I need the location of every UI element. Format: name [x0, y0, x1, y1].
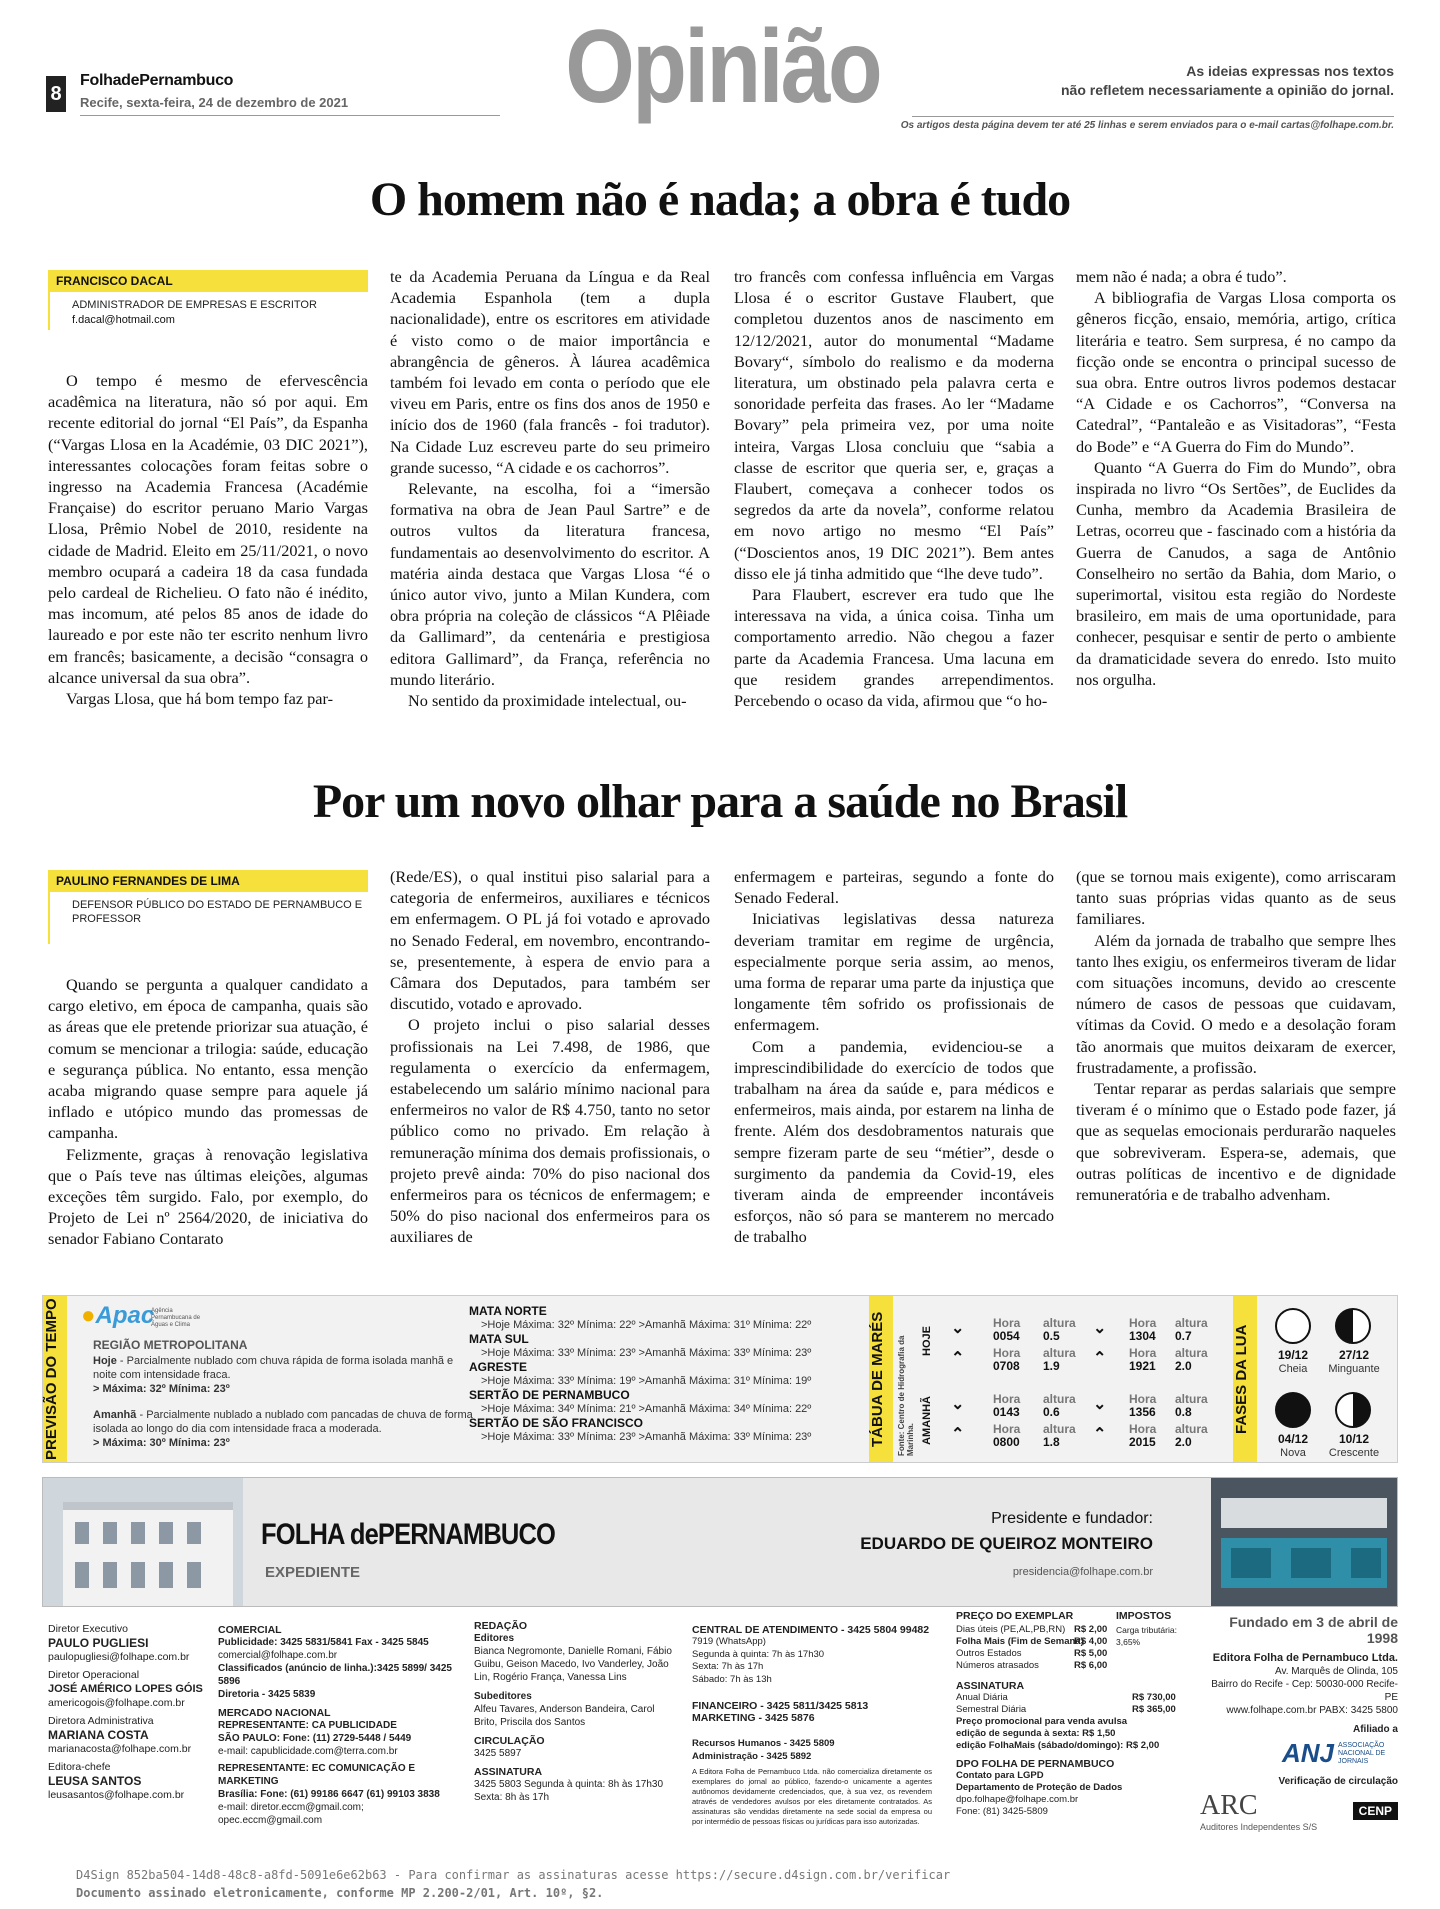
anj-logo-text: ANJ [1281, 1738, 1334, 1768]
comercial-line: Publicidade: 3425 5831/5841 Fax - 3425 5845 [218, 1637, 429, 1648]
tides-tomorrow-label: AMANHÃ [921, 1396, 933, 1445]
moon-date: 04/12 [1277, 1432, 1309, 1446]
staff-column [48, 1622, 208, 1802]
paragraph: Para Flaubert, escrever era tudo que lhe interessava na vida, a única coisa. Tinha um comportamento arredio. Não chegou a fazer parte da Academia Francesa. Uma lacuna em que residem grandes arrependimentos. Percebendo o ocaso da vida, afirmou que “o ho- [734, 585, 1054, 711]
paragraph: Quando se pergunta a qualquer candidato a cargo eletivo, em época de campanha, quais são as áreas que ele pretende priorizar sua atuação, é comum se mencionar a trilogia: saúde, educação e segurança pública. No entanto, essa menção acaba migrando quase sempre para aquele já inflado e utópico mundo das promessas de campanha. [48, 975, 368, 1143]
tides-label: TÁBUA DE MARÉS [869, 1296, 893, 1462]
tide-height: 1.8 [1043, 1435, 1060, 1449]
price-label: Números atrasados [956, 1660, 1039, 1671]
altura-label: altura [1043, 1346, 1076, 1360]
staff-name: MARIANA COSTA [48, 1728, 149, 1742]
moon-phase [1321, 1348, 1387, 1376]
anj-logo-sub: ASSOCIAÇÃO NACIONAL DE JORNAIS [1338, 1741, 1386, 1765]
central-heading: CENTRAL DE ATENDIMENTO - 3425 5804 99482 [692, 1624, 930, 1636]
today-temp: > Máxima: 32º Mínima: 23º [93, 1383, 230, 1395]
dpo-email[interactable]: dpo.folhape@folhape.com.br [956, 1794, 1079, 1805]
paragraph: (que se tornou mais exigente), como arriscaram tanto suas próprias vidas quanto as de seus familiares. [1076, 867, 1396, 929]
price-value: R$ 4,00 [1074, 1636, 1108, 1647]
paragraph: Felizmente, graças à renovação legislativa que o País teve nas últimas eleições, algumas exceções têm surgido. Falo, por exemplo, do Projeto de Lei nº 2564/2020, de iniciativa do senador Fabiano Contarato [48, 1144, 368, 1249]
president-email[interactable]: presidencia@folhape.com.br [1012, 1566, 1153, 1578]
article2-col4 [1076, 866, 1396, 1205]
founded-title: Fundado em 3 de abril de 1998 [1229, 1614, 1398, 1646]
folha-logo: FOLHA dePERNAMBUCO [261, 1518, 556, 1551]
new-moon-icon [1275, 1392, 1311, 1428]
hora-label: Hora [993, 1422, 1021, 1436]
precos-column [956, 1610, 1186, 1818]
hora-label: Hora [1129, 1392, 1157, 1406]
comercial-heading: MERCADO NACIONAL [218, 1707, 331, 1719]
article1-col3 [734, 266, 1054, 711]
signature-line-1: D4Sign 852ba504-14d8-48c8-a8fd-5091e6e62b63 - Para confirmar as assinaturas acesse https://secure.d4sign.com.br/verificar [76, 1868, 951, 1882]
paragraph: Tentar reparar as perdas salariais que sempre tiveram é o mínimo que o Estado pode fazer, já que as sequelas emocionais perdurarão naqueles que sobreviveram. Espera-se, ademais, que outras políticas de incentivo e de dignidade remuneratória e de trabalho advenham. [1076, 1079, 1396, 1205]
high-tide-icon: ⌃ [951, 1350, 965, 1367]
printing-press-illustration [1211, 1478, 1397, 1606]
region-name: SERTÃO DE SÃO FRANCISCO [469, 1416, 644, 1430]
comercial-heading: COMERCIAL [218, 1624, 282, 1636]
tomorrow-temp: > Máxima: 30º Mínima: 23º [93, 1437, 230, 1449]
redacao-names: Bianca Negromonte, Danielle Romani, Fábio Guibu, Geison Macedo, Ivo Vanderley, João Lin, Rogério França, Vanessa Lins [474, 1646, 672, 1683]
fundado-column [1200, 1614, 1398, 1834]
high-tide-icon: ⌃ [1093, 1426, 1107, 1443]
region-forecast: >Hoje Máxima: 33º Mínima: 19º >Amanhã Máxima: 31º Mínima: 19º [481, 1375, 812, 1387]
article1-col4 [1076, 266, 1396, 690]
tax-value: 3,65% [1116, 1637, 1141, 1647]
hora-label: Hora [993, 1392, 1021, 1406]
section-title: Opinião [565, 9, 881, 125]
author-box [48, 870, 368, 944]
building-illustration [43, 1478, 243, 1606]
page-number: 8 [46, 76, 66, 112]
staff-name: LEUSA SANTOS [48, 1774, 142, 1788]
tomorrow-label: Amanhã [93, 1409, 137, 1421]
staff-role: Diretora Administrativa [48, 1715, 154, 1727]
author-role: ADMINISTRADOR DE EMPRESAS E ESCRITOR [48, 292, 368, 312]
price-value: R$ 730,00 [1132, 1692, 1176, 1703]
paragraph: O projeto inclui o piso salarial desses profissionais na Lei 7.498, de 1986, que regulamenta o exercício da enfermagem, estabelecendo um salário mínimo nacional para enfermeiros no valor de R$ 4.750, tanto no setor público como no privado. Em relação à remuneração mínima dos demais profissionais, o projeto prevê ainda: 70% do piso nacional dos enfermeiros para os técnicos de enfermagem; e 50% do piso nacional dos enfermeiros para os auxiliares de [390, 1015, 710, 1247]
redacao-names: Alfeu Tavares, Anderson Bandeira, Carol Brito, Priscila dos Santos [474, 1704, 655, 1728]
staff-email[interactable]: leusasantos@folhape.com.br [48, 1789, 185, 1801]
moon-date: 10/12 [1338, 1432, 1370, 1446]
low-tide-icon: ⌄ [1093, 1320, 1107, 1337]
region-forecast: >Hoje Máxima: 34º Mínima: 21º >Amanhã Máxima: 34º Mínima: 22º [481, 1403, 812, 1415]
comercial-line: Classificados (anúncio de linha.):3425 5899/ 3425 5896 [218, 1663, 452, 1687]
arc-subtitle: Auditores Independentes S/S [1200, 1822, 1318, 1832]
comercial-email[interactable]: e-mail: diretor.eccm@gmail.com; opec.eccm@gmail.com [218, 1802, 364, 1826]
region-forecast: >Hoje Máxima: 33º Mínima: 23º >Amanhã Máxima: 33º Mínima: 23º [481, 1347, 812, 1359]
redacao-column [474, 1614, 674, 1804]
altura-label: altura [1175, 1392, 1208, 1406]
precos-block [956, 1610, 1186, 1680]
precos-heading: IMPOSTOS [1116, 1610, 1172, 1622]
brand-name: FolhadePernambuco [80, 72, 234, 89]
disclaimer-line-1: As ideias expressas nos textos [1186, 63, 1394, 79]
moon-phase [1265, 1348, 1321, 1376]
central-line: Administração - 3425 5892 [692, 1750, 812, 1762]
moon-label: FASES DA LUA [1233, 1296, 1257, 1462]
article1-col2 [390, 266, 710, 711]
price-label: Folha Mais (Fim de Semana) [956, 1636, 1084, 1647]
tide-time: 1921 [1129, 1359, 1156, 1373]
comercial-column [218, 1618, 458, 1827]
comercial-line: SÃO PAULO: Fone: (11) 2729-5448 / 5449 [218, 1733, 412, 1744]
price-value: R$ 5,00 [1074, 1648, 1108, 1659]
moon-date: 27/12 [1338, 1348, 1370, 1362]
comercial-line: Brasília: Fone: (61) 99186 6647 (61) 99103 3838 [218, 1789, 440, 1800]
paragraph: (Rede/ES), o qual institui piso salarial para a categoria de enfermeiros, auxiliares e técnicos em enfermagem. O PL já foi votado e aprovado no Senado Federal, em novembro, encontrando-se, presentemente, à espera de envio para a Câmara dos Deputados, para também ser discutido, votado e aprovado. [390, 867, 710, 1014]
tide-time: 1356 [1129, 1405, 1156, 1419]
tide-height: 1.9 [1043, 1359, 1060, 1373]
paragraph: mem não é nada; a obra é tudo”. [1076, 267, 1287, 286]
tide-time: 2015 [1129, 1435, 1156, 1449]
staff-role: Diretor Operacional [48, 1669, 140, 1681]
redacao-line: 3425 5897 [474, 1748, 522, 1759]
central-column [692, 1618, 932, 1827]
company-address: Bairro do Recife - Cep: 50030-000 Recife-PE [1211, 1679, 1398, 1703]
altura-label: altura [1175, 1422, 1208, 1436]
expediente-banner [42, 1477, 1398, 1607]
company-name: Editora Folha de Pernambuco Ltda. [1212, 1652, 1398, 1664]
staff-name: JOSÉ AMÉRICO LOPES GÓIS [48, 1683, 203, 1695]
comercial-email[interactable]: comercial@folhape.com.br [218, 1650, 338, 1661]
precos-heading: PREÇO DO EXEMPLAR [956, 1610, 1074, 1622]
region-name: MATA SUL [469, 1332, 529, 1346]
comercial-line: REPRESENTANTE: EC COMUNICAÇÃO E MARKETING [218, 1763, 416, 1787]
redacao-heading: ASSINATURA [474, 1766, 543, 1778]
tide-time: 0143 [993, 1405, 1020, 1419]
disclaimer [934, 62, 1394, 100]
sun-icon: ● [81, 1302, 96, 1329]
staff-name: PAULO PUGLIESI [48, 1636, 149, 1650]
tide-height: 0.8 [1175, 1405, 1192, 1419]
central-heading: MARKETING - 3425 5876 [692, 1712, 815, 1724]
tide-time: 0708 [993, 1359, 1020, 1373]
article1-headline: O homem não é nada; a obra é tudo [369, 173, 1071, 226]
redacao-subheading: Subeditores [474, 1691, 532, 1702]
region-name: AGRESTE [469, 1360, 528, 1374]
hora-label: Hora [1129, 1422, 1157, 1436]
moon-name: Minguante [1328, 1363, 1380, 1375]
paragraph: Iniciativas legislativas dessa natureza deveriam tramitar em regime de urgência, especialmente porque seria assim, ao menos, uma forma de reparar uma parte da injustiça que longamente têm sofrido os profissionais de enfermagem. [734, 909, 1054, 1035]
tides-today-label: HOJE [921, 1326, 933, 1356]
tide-time: 1304 [1129, 1329, 1156, 1343]
tide-height: 2.0 [1175, 1435, 1192, 1449]
price-value: R$ 2,00 [1074, 1624, 1108, 1635]
affiliated-label: Afiliado a [1352, 1724, 1398, 1735]
central-line: Sexta: 7h às 17h [692, 1661, 764, 1672]
central-line: Segunda à quinta: 7h às 17h30 [692, 1648, 825, 1660]
low-tide-icon: ⌄ [951, 1320, 965, 1337]
paragraph: No sentido da proximidade intelectual, ou- [408, 691, 687, 711]
central-note: A Editora Folha de Pernambuco Ltda. não comercializa diretamente os exemplares do jornal ao público, fazendo-o unicamente a agentes autônomos devidamente credenciados, que, à sua vez, os revendem através de vendedores avulsos por eles diretamente contratados. As assinaturas são vendidas diretamente na sede social da empresa ou por intermédio de pessoas físicas ou jurídicas para isso autorizadas. [692, 1767, 932, 1826]
redacao-line: Sexta: 8h às 17h [474, 1792, 550, 1803]
region-name: MATA NORTE [469, 1304, 547, 1318]
hora-label: Hora [1129, 1316, 1157, 1330]
apac-subtitle: Agência Pernambucana de Águas e Clima [151, 1308, 201, 1328]
moon-name: Crescente [1328, 1447, 1380, 1459]
tides-source: Fonte: Centro de Hidrografia da Marinha. [897, 1335, 915, 1456]
dateline: Recife, sexta-feira, 24 de dezembro de 2021 [80, 95, 349, 110]
arc-logo: ARC [1200, 1790, 1258, 1821]
altura-label: altura [1043, 1392, 1076, 1406]
altura-label: altura [1043, 1316, 1076, 1330]
weather-label: PREVISÃO DO TEMPO [43, 1296, 67, 1462]
low-tide-icon: ⌄ [1093, 1396, 1107, 1413]
high-tide-icon: ⌃ [951, 1426, 965, 1443]
altura-label: altura [1175, 1316, 1208, 1330]
tide-height: 0.5 [1043, 1329, 1060, 1343]
cenp-logo: CENP [1353, 1802, 1398, 1820]
article2-col2 [390, 866, 710, 1248]
waxing-moon-icon [1335, 1392, 1371, 1428]
dpo-phone: Fone: (81) 3425-5809 [956, 1806, 1048, 1817]
staff-role: Diretor Executivo [48, 1623, 128, 1635]
staff-email[interactable]: americogois@folhape.com.br [48, 1697, 185, 1709]
submission-note: Os artigos desta página devem ter até 25 linhas e serem enviados para o e-mail cartas@folhape.com.br. [900, 120, 1394, 131]
staff-role: Editora-chefe [48, 1761, 111, 1773]
price-value: R$ 365,00 [1132, 1704, 1176, 1715]
redacao-heading: REDAÇÃO [474, 1620, 528, 1632]
header-rule-right [912, 116, 1394, 117]
tides-table [43, 1296, 1399, 1464]
staff-email[interactable]: paulopugliesi@folhape.com.br [48, 1651, 190, 1663]
paragraph: te da Academia Peruana da Língua e da Real Academia Espanhola (tem a dupla nacionalidade), entre os escritores em atividade é visto como o de maior importância e abrangência de gêneros. À láurea acadêmica também foi levado em conta o período que ele viveu em Paris, entre os fins dos anos de 1950 e início dos de 1960 (fala francês - foi tradutor). Na Cidade Luz escreveu parte do seu primeiro grande sucesso, “A cidade e os cachorros”. [390, 267, 710, 477]
paragraph: Relevante, na escolha, foi a “imersão formativa na obra de Jean Paul Sartre” e de outros vultos da literatura francesa, fundamentais ao desenvolvimento do escritor. A matéria ainda destaca que Vargas Llosa “é o único autor vivo, junto a Milan Kundera, com obra própria na coleção de clássicos “A Plêiade da Gallimard”, da centenária e prestigiosa editora Gallimard”, da França, referência no mundo literário. [390, 479, 710, 689]
tomorrow-text: - Parcialmente nublado a nublado com pancadas de chuva de forma isolada ao longo do dia com intensidade fraca a moderada. [93, 1409, 473, 1435]
tide-time: 0054 [993, 1329, 1020, 1343]
dpo-line: Contato para LGPD [956, 1770, 1044, 1781]
hora-label: Hora [993, 1346, 1021, 1360]
altura-label: altura [1043, 1422, 1076, 1436]
staff-email[interactable]: marianacosta@folhape.com.br [48, 1743, 192, 1755]
weather-region: REGIÃO METROPOLITANA [93, 1338, 248, 1352]
author-email[interactable]: f.dacal@hotmail.com [48, 312, 368, 330]
author-name: PAULINO FERNANDES DE LIMA [48, 870, 368, 892]
tide-time: 0800 [993, 1435, 1020, 1449]
redacao-heading: CIRCULAÇÃO [474, 1735, 545, 1747]
central-line: Sábado: 7h às 13h [692, 1673, 772, 1685]
verification-label: Verificação de circulação [1278, 1776, 1398, 1787]
altura-label: altura [1175, 1346, 1208, 1360]
paragraph: O tempo é mesmo de efervescência acadêmica na literatura, não só por aqui. Em recente editorial do jornal “El País”, da Espanha (“Vargas Llosa en la Académie, 03 DIC 2021”), interessantes colocações foram feitas sobre o ingresso na Academia Francesa (Académie Française) do escritor peruano Mario Vargas Llosa, Prêmio Nobel de 2010, residente na cidade de Madrid. Eleito em 25/11/2021, o novo membro ocupará a cadeira 18 da casa fundada pelo cardeal de Richelieu. O fato não é inédito, mas incomum, até pelos 85 anos de idade do laureado e por este não ter escrito nenhum livro em francês; basicamente, a decisão “consagra o alcance universal da sua obra”. [48, 371, 368, 687]
verification-logos [1200, 1790, 1398, 1834]
dpo-heading: DPO FOLHA DE PERNAMBUCO [956, 1758, 1115, 1770]
article1-col1 [48, 270, 368, 709]
paragraph: Quanto “A Guerra do Fim do Mundo”, obra inspirada no livro “Os Sertões”, de Euclides da Cunha, membro da Academia Brasileira de Letras, ocorreu que - fascinado com a história da Guerra de Canudos, a saga de Antônio Conselheiro no sertão da Bahia, dom Mario, o superimortal, visitou esta região do Nordeste brasileiro, em mais de uma oportunidade, para conhecer, pesquisar e sentir de perto o ambiente da dramaticidade severa do enredo. Isto muito nos orgulha. [1076, 457, 1396, 689]
moon-phase [1321, 1432, 1387, 1460]
dpo-line: Departamento de Proteção de Dados [956, 1782, 1123, 1793]
paragraph: Com a pandemia, evidenciou-se a imprescindibilidade do exercício de todos que trabalham na área da saúde e, para médicos e enfermeiros, mais ainda, por estarem na linha de frente. Além dos desdobramentos naturais que sempre fizeram parte de seu “métier”, desde o surgimento da pandemia da Covid-19, eles tiveram ainda de empreender incontáveis esforços, não só para se manterem no mercado de trabalho [734, 1036, 1054, 1247]
author-name: FRANCISCO DACAL [48, 270, 368, 292]
header-rule-left [80, 115, 500, 116]
today-text: - Parcialmente nublado com chuva rápida de forma isolada manhã e noite com intensidade fraca. [93, 1355, 454, 1381]
article2-headline: Por um novo olhar para a saúde no Brasil [312, 775, 1128, 828]
apac-logo-text: Apac [95, 1302, 155, 1329]
region-name: SERTÃO DE PERNAMBUCO [469, 1388, 630, 1402]
author-box [48, 270, 368, 330]
paragraph: A bibliografia de Vargas Llosa comporta os gêneros ficção, ensaio, memória, artigo, crítica literária e teatro. Sem surpresa, é no campo da ficção onde se encontra o principal sucesso de sua obra. Entre outros livros podemos destacar “A Cidade e os Cachorros”, “Conversa na Catedral”, “Pantaleão e as Visitadoras”, “Festa do Bode” e “A Guerra do Fim do Mundo”. [1076, 288, 1396, 456]
high-tide-icon: ⌃ [1093, 1350, 1107, 1367]
comercial-line: REPRESENTANTE: CA PUBLICIDADE [218, 1720, 397, 1731]
central-heading: FINANCEIRO - 3425 5811/3425 5813 [692, 1700, 869, 1712]
company-site[interactable]: www.folhape.com.br PABX: 3425 5800 [1226, 1705, 1398, 1716]
price-label: Dias úteis (PE,AL,PB,RN) [956, 1624, 1066, 1635]
price-label: Anual Diária [956, 1692, 1008, 1703]
paragraph: Além da jornada de trabalho que sempre lhes tanto lhes exigiu, os enfermeiros tiveram de lidar com situações incomuns, devido ao crescente número de casos de pessoas que cuidavam, vítimas da Covid. O medo e a desolação foram tão anormais que muitos deixaram de exercer, frustradamente, a profissão. [1076, 930, 1396, 1077]
paragraph: tro francês com confessa influência em Vargas Llosa é o escritor Gustave Flaubert, que completou duzentos anos de nascimento em 12/12/2021, autor do monumental “Madame Bovary“, símbolo do realismo e da moderna literatura, um obstinado pela palavra certa e sonoridade perfeita das frases. Ao ler “Madame Bovary” pela primeira vez, por uma noite inteira, Vargas Llosa concluiu que “sabia a classe de escritor que queria ser, e, graças a Flaubert, começava a conhecer todos os segredos da arte da novela”, conforme relatou em novo artigo no mesmo “El País” (“Doscientos anos, 19 DIC 2021”). Bem antes disso ele já tinha admitido que “lhe deve tudo”. [734, 267, 1054, 583]
region-forecast: >Hoje Máxima: 32º Mínima: 22º >Amanhã Máxima: 31º Mínima: 22º [481, 1319, 812, 1331]
today-label: Hoje [93, 1355, 117, 1367]
full-moon-icon [1275, 1308, 1311, 1344]
tax-label: Carga tributária: [1116, 1625, 1177, 1635]
moon-name: Nova [1280, 1447, 1306, 1459]
moon-date: 19/12 [1277, 1348, 1309, 1362]
signature-line-2: Documento assinado eletronicamente, conforme MP 2.200-2/01, Art. 10º, §2. [76, 1886, 604, 1900]
article2-col1 [48, 870, 368, 1250]
moon-phase [1265, 1432, 1321, 1460]
tide-height: 0.7 [1175, 1329, 1192, 1343]
company-address: Av. Marquês de Olinda, 105 [1274, 1666, 1398, 1677]
comercial-line: Diretoria - 3425 5839 [218, 1689, 316, 1700]
president-name: EDUARDO DE QUEIROZ MONTEIRO [860, 1534, 1153, 1553]
redacao-subheading: Editores [474, 1633, 515, 1644]
price-label: Semestral Diária [956, 1704, 1027, 1715]
article2-col3 [734, 866, 1054, 1248]
president-label: Presidente e fundador: [991, 1510, 1153, 1527]
hora-label: Hora [993, 1316, 1021, 1330]
hora-label: Hora [1129, 1346, 1157, 1360]
tide-height: 2.0 [1175, 1359, 1192, 1373]
waning-moon-icon [1335, 1308, 1371, 1344]
price-value: R$ 6,00 [1074, 1660, 1108, 1671]
disclaimer-line-2: não refletem necessariamente a opinião do jornal. [1061, 82, 1394, 98]
redacao-line: 3425 5803 Segunda à quinta: 8h às 17h30 [474, 1779, 664, 1790]
precos-heading: ASSINATURA [956, 1680, 1025, 1692]
weather-band [42, 1295, 1398, 1463]
moon-name: Cheia [1278, 1363, 1308, 1375]
price-label: Outros Estados [956, 1648, 1022, 1659]
promo-line: edição de segunda à sexta: R$ 1,50 [956, 1728, 1116, 1739]
central-line: 7919 (WhatsApp) [692, 1636, 766, 1647]
promo-heading: Preço promocional para venda avulsa [956, 1716, 1128, 1727]
paragraph: enfermagem e parteiras, segundo a fonte do Senado Federal. [734, 867, 1054, 908]
comercial-email[interactable]: e-mail: capublicidade.com@terra.com.br [218, 1746, 398, 1757]
expediente-label: EXPEDIENTE [265, 1564, 361, 1581]
low-tide-icon: ⌄ [951, 1396, 965, 1413]
tide-height: 0.6 [1043, 1405, 1060, 1419]
region-forecast: >Hoje Máxima: 33º Mínima: 23º >Amanhã Máxima: 33º Mínima: 23º [481, 1431, 812, 1443]
paragraph: Vargas Llosa, que há bom tempo faz par- [66, 689, 334, 709]
author-role: DEFENSOR PÚBLICO DO ESTADO DE PERNAMBUCO E PROFESSOR [48, 892, 368, 944]
subscription-block [956, 1680, 1186, 1715]
central-line: Recursos Humanos - 3425 5809 [692, 1738, 835, 1749]
promo-line: edição FolhaMais (sábado/domingo): R$ 2,00 [956, 1740, 1160, 1751]
anj-logo [1200, 1738, 1398, 1769]
